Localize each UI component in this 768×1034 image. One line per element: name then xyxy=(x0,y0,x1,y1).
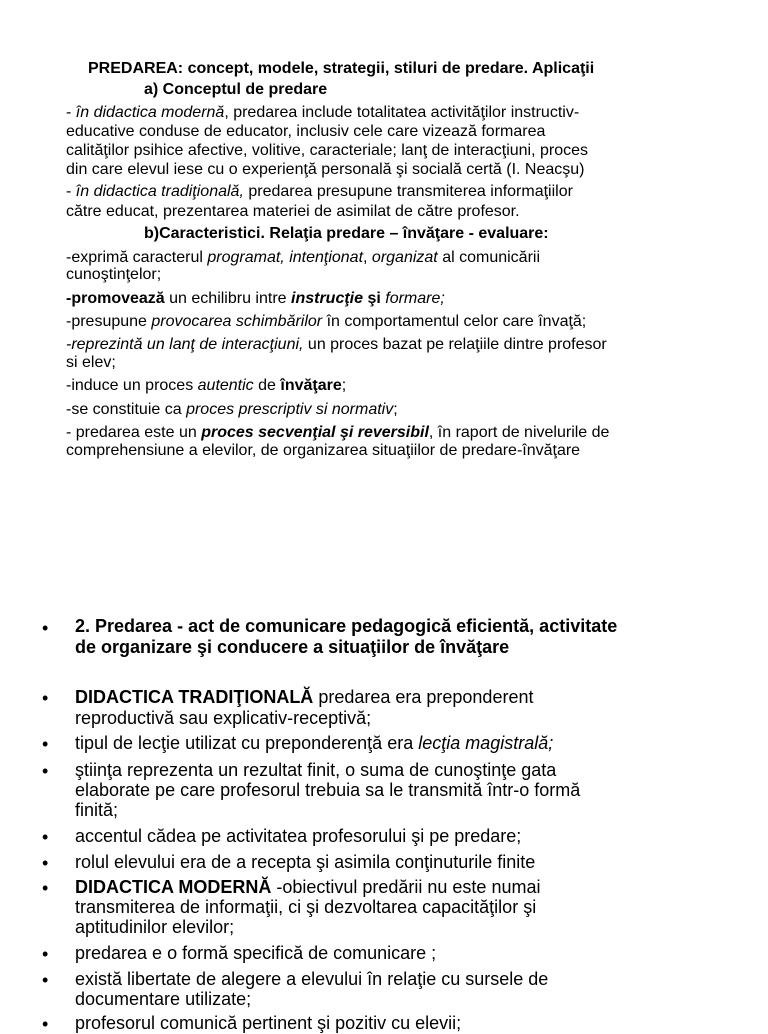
section-2-heading-line-1 xyxy=(75,617,617,635)
bullet-science-line-3: finită; xyxy=(75,800,119,820)
text: -exprimă caracterul xyxy=(66,249,208,266)
bullet-modern-line-1 xyxy=(75,878,540,896)
characteristic-7-line-1 xyxy=(66,425,609,441)
text: de xyxy=(253,377,281,394)
emphasis: instrucţie xyxy=(291,290,364,307)
bullet-teacher-communicates: profesorul comunică pertinent şi pozitiv cu elevii; xyxy=(75,1013,462,1033)
emphasis: lecţia magistrală; xyxy=(418,733,554,753)
bullet-marker: • xyxy=(42,970,49,990)
characteristic-1-line-1 xyxy=(66,250,540,266)
bullet-marker: • xyxy=(42,618,49,638)
text: - predarea este un xyxy=(66,424,202,441)
traditional-definition-line-2: către educat, prezentarea materiei de asimilat de către profesor. xyxy=(66,203,520,220)
text: în comportamentul celor care învaţă; xyxy=(322,313,587,330)
text: - xyxy=(66,336,72,353)
bullet-modern-line-2: transmiterea de informaţii, ci şi dezvoltarea capacităţilor şi xyxy=(75,897,537,917)
bullet-marker: • xyxy=(42,688,49,708)
modern-definition-line-4: din care elevul iese cu o experienţă personală şi socială certă (I. Neacşu) xyxy=(66,161,585,178)
bullet-freedom-line-2: documentare utilizate; xyxy=(75,989,252,1009)
text: un echilibru intre xyxy=(164,290,291,307)
bullet-marker: • xyxy=(42,1014,49,1034)
dash: - xyxy=(66,183,76,200)
bullet-traditional-line-1 xyxy=(75,688,533,706)
characteristic-7-line-2: comprehensiune a elevilor, de organizarea situaţiilor de predare-învăţare xyxy=(66,442,581,459)
section-b-heading: b)Caracteristici. Relaţia predare – învăţare - evaluare: xyxy=(144,225,549,242)
text: al comunicării xyxy=(437,249,541,266)
bullet-marker: • xyxy=(42,827,49,847)
characteristic-3 xyxy=(66,314,586,330)
characteristic-5 xyxy=(66,378,346,394)
text: tipul de lecţie utilizat cu preponderenţă era xyxy=(75,733,419,753)
bullet-student-role: rolul elevului era de a recepta şi asimila conţinuturile finite xyxy=(75,852,536,872)
emphasis: organizat xyxy=(371,249,438,266)
traditional-term: în didactica tradiţională, xyxy=(75,183,244,200)
text: predarea era preponderent xyxy=(313,687,534,707)
text: un proces bazat pe relaţiile dintre profesor xyxy=(303,336,607,353)
characteristic-4-line-2: si elev; xyxy=(66,354,116,371)
text: -se constituie ca xyxy=(66,401,187,418)
modern-definition-line-2: educative conduse de educator, inclusiv cele care vizează formarea xyxy=(66,123,546,140)
text: , în raport de nivelurile de xyxy=(428,424,610,441)
characteristic-2 xyxy=(66,291,445,307)
modern-term: în didactica modernă xyxy=(75,104,225,121)
section-number: 2. Predarea - xyxy=(75,616,189,636)
dash: - xyxy=(66,104,76,121)
bullet-marker: • xyxy=(42,878,49,898)
bullet-science-line-1: ştiinţa reprezenta un rezultat finit, o suma de cunoştinţe gata xyxy=(75,760,557,780)
emphasis: DIDACTICA TRADIŢIONALĂ xyxy=(75,687,314,707)
text: şi xyxy=(363,290,386,307)
bullet-lesson-type xyxy=(75,734,553,752)
bullet-science-line-2: elaborate pe care profesorul trebuia sa le transmită într-o formă xyxy=(75,780,581,800)
text: ; xyxy=(341,377,347,394)
bullet-modern-line-3: aptitudinilor elevilor; xyxy=(75,917,235,937)
emphasis: DIDACTICA MODERNĂ xyxy=(75,877,272,897)
text: -induce un proces xyxy=(66,377,198,394)
document-title: PREDAREA: concept, modele, strategii, stiluri de predare. Aplicaţii xyxy=(88,60,595,77)
emphasis: reprezintă un lanţ de interacţiuni, xyxy=(71,336,304,353)
section-a-heading: a) Conceptul de predare xyxy=(144,81,328,98)
emphasis: proces prescriptiv si normativ xyxy=(186,401,394,418)
bullet-marker: • xyxy=(42,944,49,964)
emphasis: programat, intenţionat xyxy=(207,249,364,266)
emphasis: formare; xyxy=(385,290,445,307)
traditional-definition-line-1 xyxy=(66,184,573,200)
text: predarea presupune transmiterea informaţiilor xyxy=(243,183,573,200)
modern-definition-line-3: calităţilor psihice afective, volitive, caracteriale; lanţ de interacţiuni, proces xyxy=(66,142,589,159)
bullet-accent: accentul cădea pe activitatea profesorului şi pe predare; xyxy=(75,826,522,846)
bullet-marker: • xyxy=(42,761,49,781)
bullet-communication-form: predarea e o formă specifică de comunicare ; xyxy=(75,943,437,963)
bullet-marker: • xyxy=(42,853,49,873)
text: ; xyxy=(393,401,398,418)
emphasis: provocarea schimbărilor xyxy=(151,313,323,330)
text: -obiectivul predării nu este numai xyxy=(271,877,541,897)
characteristic-1-line-2: cunoştinţelor; xyxy=(66,266,162,283)
bullet-marker: • xyxy=(42,734,49,754)
heading-text: act de comunicare pedagogică eficientă, activitate xyxy=(188,616,618,636)
bullet-freedom-line-1: există libertate de alegere a elevului în relaţie cu sursele de xyxy=(75,969,549,989)
text: , predarea include totalitatea activităţilor instructiv- xyxy=(224,104,580,121)
modern-definition-line-1 xyxy=(66,105,579,121)
emphasis: -promovează xyxy=(66,290,165,307)
text: -presupune xyxy=(66,313,152,330)
emphasis: învăţare xyxy=(280,377,342,394)
text: , xyxy=(363,249,372,266)
emphasis: proces secvenţial şi reversibil xyxy=(201,424,429,441)
section-2-heading-line-2: de organizare şi conducere a situaţiilor de învăţare xyxy=(75,637,510,657)
emphasis: autentic xyxy=(197,377,254,394)
characteristic-6 xyxy=(66,402,398,418)
characteristic-4-line-1 xyxy=(66,337,607,353)
bullet-traditional-line-2: reproductivă sau explicativ-receptivă; xyxy=(75,708,372,728)
